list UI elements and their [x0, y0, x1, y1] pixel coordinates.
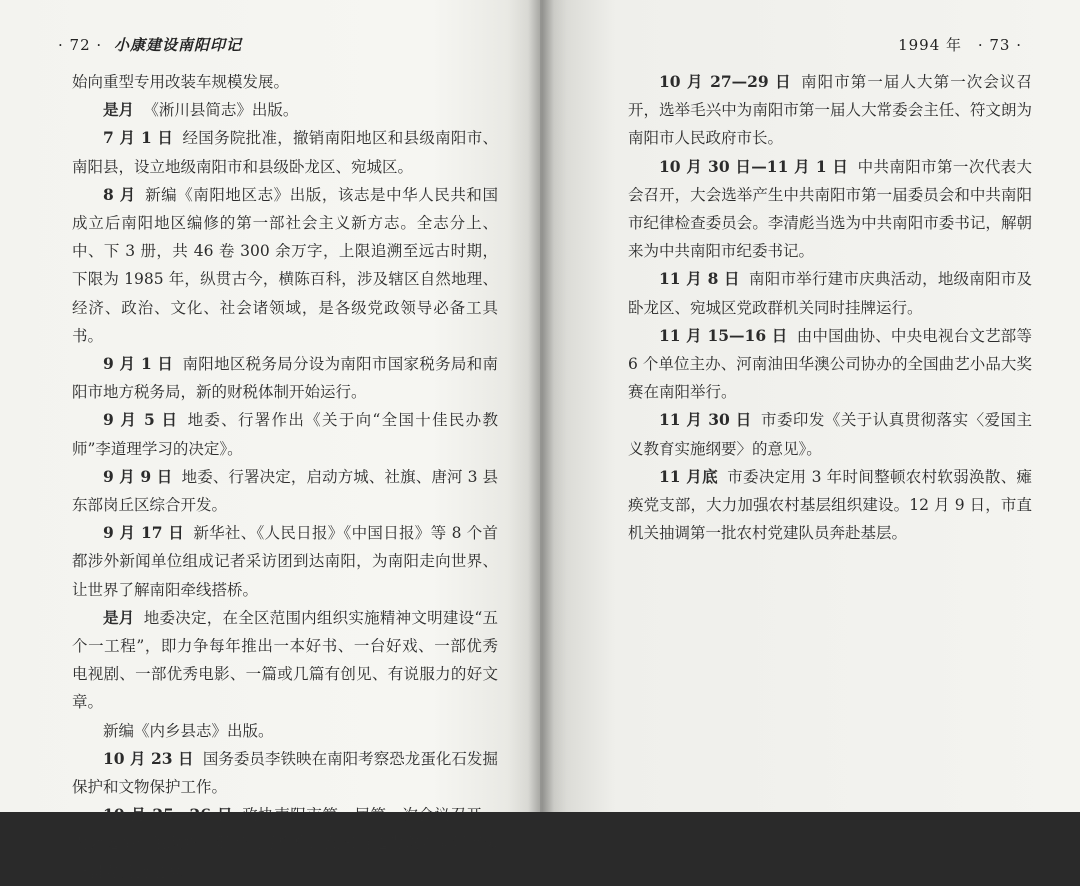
chronicle-entry	[72, 801, 498, 886]
entry-date: 9 月 9 日	[103, 466, 173, 486]
chronicle-entry	[72, 406, 498, 462]
entry-text: 新编《内乡县志》出版。	[103, 721, 274, 740]
left-page-header	[58, 34, 242, 55]
entry-text: 中共南阳市第一次代表大会召开，大会选举产生中共南阳市第一届委员会和中共南阳市纪律检查委员会。李清彪当选为中共南阳市委书记，解朝来为中共南阳市纪委书记。	[628, 157, 1032, 261]
entry-text: 地委、行署决定，启动方城、社旗、唐河 3 县东部岗丘区综合开发。	[72, 467, 499, 515]
chronicle-entry	[72, 604, 498, 717]
chronicle-entry	[72, 96, 498, 124]
chronicle-entry	[72, 519, 498, 604]
running-year: 1994 年	[898, 36, 963, 54]
entry-text: 市委决定用 3 年时间整顿农村软弱涣散、瘫痪党支部，大力加强农村基层组织建设。12 月 9 日，市直机关抽调第一批农村党建队员奔赴基层。	[628, 467, 1033, 543]
chronicle-entry	[72, 745, 498, 801]
left-page-body	[72, 68, 498, 886]
entry-text: 地委、行署作出《关于向“全国十佳民办教师”李道理学习的决定》。	[72, 411, 498, 458]
entry-date: 11 月底	[659, 466, 718, 486]
chronicle-entry	[628, 68, 1032, 153]
chronicle-entry	[628, 406, 1032, 462]
left-page	[0, 0, 540, 881]
chronicle-entry	[628, 463, 1032, 548]
entry-text: 始向重型专用改装车规模发展。	[72, 73, 290, 91]
entry-text: 新华社、《人民日报》《中国日报》等 8 个首都涉外新闻单位组成记者采访团到达南阳，为南阳走向世界、让世界了解南阳牵线搭桥。	[72, 524, 498, 599]
chronicle-entry	[72, 181, 498, 350]
entry-date: 9 月 1 日	[103, 354, 174, 374]
chronicle-entry	[628, 153, 1032, 266]
entry-date: 9 月 5 日	[103, 410, 179, 430]
entry-text: 《淅川县简志》出版。	[143, 101, 299, 120]
right-page	[540, 0, 1080, 812]
entry-date: 11 月 15—16 日	[659, 325, 788, 345]
right-page-number: · 73 ·	[977, 36, 1022, 54]
chronicle-entry	[72, 124, 498, 180]
entry-date: 10 月 25—26 日	[103, 805, 233, 825]
entry-date: 9 月 17 日	[103, 523, 185, 543]
entry-date: 10 月 27—29 日	[659, 72, 792, 91]
entry-text: 南阳市第一届人大第一次会议召开，选举毛兴中为南阳市第一届人大常委会主任、符文朗为南阳市人民政府市长。	[628, 73, 1032, 148]
entry-text: 市委印发《关于认真贯彻落实〈爱国主义教育实施纲要〉的意见》。	[628, 411, 1032, 458]
entry-date: 11 月 8 日	[659, 269, 740, 289]
entry-text: 政协南阳市第一届第一次会议召开，大会选举产生政协南阳市领导机构，燕来当选为政协南阳市第一届委员会主席。	[72, 806, 498, 881]
chronicle-entry	[72, 68, 498, 96]
entry-date: 8 月	[103, 184, 136, 204]
entry-text: 新编《南阳地区志》出版，该志是中华人民共和国成立后南阳地区编修的第一部社会主义新方志。全志分上、中、下 3 册，共 46 卷 300 余万字，上限追溯至远古时期，下限为 1985 年，纵贯古今，横陈百科，涉及辖区自然地理、经济、政治、文化、社会诸领域，是各级党政领导必备工具书。	[72, 185, 498, 345]
entry-text: 经国务院批准，撤销南阳地区和县级南阳市、南阳县，设立地级南阳市和县级卧龙区、宛城区。	[72, 129, 498, 176]
chronicle-entry	[628, 322, 1032, 407]
chronicle-entry	[72, 717, 498, 745]
entry-text: 国务委员李铁映在南阳考察恐龙蛋化石发掘保护和文物保护工作。	[72, 749, 498, 797]
right-page-body	[628, 68, 1032, 547]
entry-date: 10 月 30 日—11 月 1 日	[659, 156, 849, 176]
entry-date: 7 月 1 日	[103, 128, 174, 148]
chronicle-entry	[72, 350, 498, 406]
book-title: 小康建设南阳印记	[113, 36, 242, 54]
left-page-number: · 72 ·	[58, 36, 103, 54]
entry-text: 南阳地区税务局分设为南阳市国家税务局和南阳市地方税务局，新的财税体制开始运行。	[72, 355, 498, 402]
right-page-header	[898, 34, 1022, 55]
entry-date: 是月	[103, 100, 135, 120]
entry-text: 南阳市举行建市庆典活动，地级南阳市及卧龙区、宛城区党政群机关同时挂牌运行。	[628, 270, 1032, 317]
entry-date: 是月	[103, 607, 135, 627]
entry-date: 11 月 30 日	[659, 410, 752, 430]
chronicle-entry	[628, 265, 1032, 321]
chronicle-entry	[72, 463, 498, 519]
entry-date: 10 月 23 日	[103, 748, 194, 768]
entry-text: 由中国曲协、中央电视台文艺部等 6 个单位主办、河南油田华澳公司协办的全国曲艺小品大奖赛在南阳举行。	[628, 326, 1032, 402]
entry-text: 地委决定，在全区范围内组织实施精神文明建设“五个一工程”，即力争每年推出一本好书、一台好戏、一部优秀电视剧、一部优秀电影、一篇或几篇有创见、有说服力的好文章。	[72, 608, 498, 712]
